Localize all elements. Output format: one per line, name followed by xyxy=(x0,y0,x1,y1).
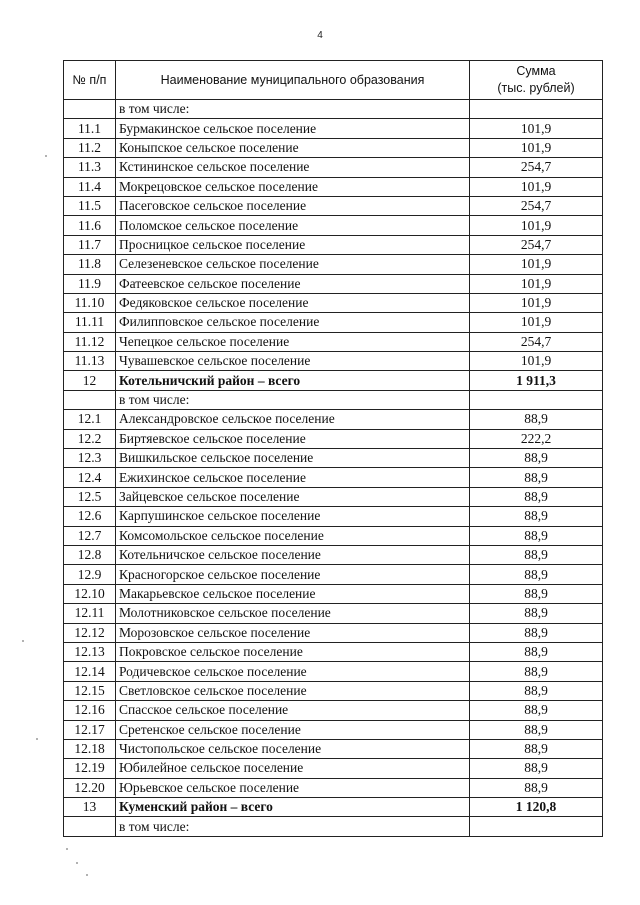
row-name: Ежихинское сельское поселение xyxy=(116,468,470,487)
row-sum: 88,9 xyxy=(470,623,603,642)
table-row xyxy=(64,584,603,603)
row-sum: 101,9 xyxy=(470,177,603,196)
row-sum: 88,9 xyxy=(470,720,603,739)
row-number: 12.19 xyxy=(64,759,116,778)
row-name: Карпушинское сельское поселение xyxy=(116,507,470,526)
table-row xyxy=(64,545,603,564)
row-number: 12.18 xyxy=(64,739,116,758)
row-name: Поломское сельское поселение xyxy=(116,216,470,235)
table-row xyxy=(64,720,603,739)
row-name: Чепецкое сельское поселение xyxy=(116,332,470,351)
row-number: 12.7 xyxy=(64,526,116,545)
allocation-table xyxy=(63,60,603,837)
table-row xyxy=(64,468,603,487)
table-row xyxy=(64,487,603,506)
row-sum: 254,7 xyxy=(470,235,603,254)
row-sum: 88,9 xyxy=(470,507,603,526)
table-header-row xyxy=(64,61,603,100)
table-row xyxy=(64,681,603,700)
scan-speck xyxy=(66,848,68,850)
row-number: 12.20 xyxy=(64,778,116,797)
table-total-row xyxy=(64,798,603,817)
row-number: 12.10 xyxy=(64,584,116,603)
row-sum: 88,9 xyxy=(470,468,603,487)
row-name: Просницкое сельское поселение xyxy=(116,235,470,254)
scan-speck xyxy=(22,640,24,642)
row-sum: 1 120,8 xyxy=(470,798,603,817)
row-name: Вишкильское сельское поселение xyxy=(116,449,470,468)
table-row xyxy=(64,604,603,623)
table-row xyxy=(64,449,603,468)
table-row xyxy=(64,100,603,119)
table-row xyxy=(64,119,603,138)
row-number: 12.13 xyxy=(64,642,116,661)
scan-speck xyxy=(76,862,78,864)
row-number: 12.2 xyxy=(64,429,116,448)
row-name: Сретенское сельское поселение xyxy=(116,720,470,739)
row-number: 11.5 xyxy=(64,196,116,215)
table-row xyxy=(64,293,603,312)
row-number: 12.9 xyxy=(64,565,116,584)
table-row xyxy=(64,332,603,351)
row-number: 12.16 xyxy=(64,701,116,720)
row-name: Покровское сельское поселение xyxy=(116,642,470,661)
row-name: Юбилейное сельское поселение xyxy=(116,759,470,778)
row-sum: 88,9 xyxy=(470,487,603,506)
table-row xyxy=(64,352,603,371)
row-number: 11.11 xyxy=(64,313,116,332)
row-sum: 88,9 xyxy=(470,584,603,603)
row-number: 12 xyxy=(64,371,116,390)
row-name: Куменский район – всего xyxy=(116,798,470,817)
row-sum: 101,9 xyxy=(470,293,603,312)
row-number: 11.13 xyxy=(64,352,116,371)
row-sum: 88,9 xyxy=(470,681,603,700)
row-number xyxy=(64,817,116,836)
header-sum xyxy=(470,61,603,100)
table-row xyxy=(64,235,603,254)
table-row xyxy=(64,313,603,332)
row-name: Светловское сельское поселение xyxy=(116,681,470,700)
row-number: 12.15 xyxy=(64,681,116,700)
row-name: в том числе: xyxy=(116,390,470,409)
row-name: Кстининское сельское поселение xyxy=(116,158,470,177)
table-row xyxy=(64,623,603,642)
row-name: Биртяевское сельское поселение xyxy=(116,429,470,448)
row-number: 11.9 xyxy=(64,274,116,293)
row-number: 11.2 xyxy=(64,138,116,157)
row-sum: 101,9 xyxy=(470,313,603,332)
row-name: Котельничское сельское поселение xyxy=(116,545,470,564)
table-row xyxy=(64,138,603,157)
row-sum: 88,9 xyxy=(470,701,603,720)
row-number: 11.3 xyxy=(64,158,116,177)
row-number: 12.12 xyxy=(64,623,116,642)
row-number: 12.5 xyxy=(64,487,116,506)
row-name: Морозовское сельское поселение xyxy=(116,623,470,642)
row-number: 11.7 xyxy=(64,235,116,254)
row-sum: 101,9 xyxy=(470,255,603,274)
row-name: Александровское сельское поселение xyxy=(116,410,470,429)
row-sum: 88,9 xyxy=(470,526,603,545)
row-name: Котельничский район – всего xyxy=(116,371,470,390)
row-number: 12.14 xyxy=(64,662,116,681)
row-sum: 101,9 xyxy=(470,119,603,138)
row-name: Коныпское сельское поселение xyxy=(116,138,470,157)
row-sum xyxy=(470,390,603,409)
row-sum: 254,7 xyxy=(470,158,603,177)
row-name: Селезеневское сельское поселение xyxy=(116,255,470,274)
row-sum: 88,9 xyxy=(470,739,603,758)
table-row xyxy=(64,701,603,720)
table-row xyxy=(64,565,603,584)
row-number: 12.4 xyxy=(64,468,116,487)
row-name: Спасское сельское поселение xyxy=(116,701,470,720)
row-number: 12.1 xyxy=(64,410,116,429)
scan-speck xyxy=(45,155,47,157)
row-number: 13 xyxy=(64,798,116,817)
row-sum: 88,9 xyxy=(470,642,603,661)
row-sum: 101,9 xyxy=(470,274,603,293)
table-row xyxy=(64,158,603,177)
table-row xyxy=(64,507,603,526)
row-sum: 101,9 xyxy=(470,138,603,157)
row-sum: 88,9 xyxy=(470,778,603,797)
row-number: 11.8 xyxy=(64,255,116,274)
table-row xyxy=(64,196,603,215)
table-row xyxy=(64,778,603,797)
header-name: Наименование муниципального образования xyxy=(116,61,470,100)
table-row xyxy=(64,410,603,429)
row-name: Пасеговское сельское поселение xyxy=(116,196,470,215)
row-number: 12.11 xyxy=(64,604,116,623)
row-number: 11.12 xyxy=(64,332,116,351)
row-name: Чистопольское сельское поселение xyxy=(116,739,470,758)
row-name: Филипповское сельское поселение xyxy=(116,313,470,332)
row-sum xyxy=(470,817,603,836)
row-number: 12.6 xyxy=(64,507,116,526)
page-number: 4 xyxy=(317,30,323,41)
row-name: Фатеевское сельское поселение xyxy=(116,274,470,293)
header-sum-title: Сумма xyxy=(516,64,556,78)
row-number: 11.1 xyxy=(64,119,116,138)
row-name: Чувашевское сельское поселение xyxy=(116,352,470,371)
table-row xyxy=(64,274,603,293)
row-number xyxy=(64,390,116,409)
row-sum: 254,7 xyxy=(470,332,603,351)
row-number: 11.6 xyxy=(64,216,116,235)
row-sum xyxy=(470,100,603,119)
header-sum-unit: (тыс. рублей) xyxy=(497,81,575,95)
row-sum: 88,9 xyxy=(470,604,603,623)
row-number: 11.4 xyxy=(64,177,116,196)
table-row xyxy=(64,390,603,409)
scan-speck xyxy=(86,874,88,876)
row-name: в том числе: xyxy=(116,100,470,119)
table-total-row xyxy=(64,371,603,390)
row-sum: 101,9 xyxy=(470,352,603,371)
row-sum: 1 911,3 xyxy=(470,371,603,390)
row-name: в том числе: xyxy=(116,817,470,836)
row-name: Молотниковское сельское поселение xyxy=(116,604,470,623)
row-name: Юрьевское сельское поселение xyxy=(116,778,470,797)
table-row xyxy=(64,739,603,758)
row-sum: 88,9 xyxy=(470,759,603,778)
row-sum: 88,9 xyxy=(470,410,603,429)
table-row xyxy=(64,526,603,545)
row-sum: 88,9 xyxy=(470,662,603,681)
row-name: Зайцевское сельское поселение xyxy=(116,487,470,506)
row-number xyxy=(64,100,116,119)
row-sum: 88,9 xyxy=(470,565,603,584)
row-name: Мокрецовское сельское поселение xyxy=(116,177,470,196)
row-name: Макарьевское сельское поселение xyxy=(116,584,470,603)
row-sum: 101,9 xyxy=(470,216,603,235)
table-row xyxy=(64,759,603,778)
table-row xyxy=(64,662,603,681)
table-row xyxy=(64,817,603,836)
scan-speck xyxy=(36,738,38,740)
row-name: Комсомольское сельское поселение xyxy=(116,526,470,545)
table-row xyxy=(64,255,603,274)
row-sum: 222,2 xyxy=(470,429,603,448)
row-number: 12.8 xyxy=(64,545,116,564)
header-number: № п/п xyxy=(64,61,116,100)
row-number: 12.17 xyxy=(64,720,116,739)
row-name: Родичевское сельское поселение xyxy=(116,662,470,681)
row-name: Красногорское сельское поселение xyxy=(116,565,470,584)
row-name: Федяковское сельское поселение xyxy=(116,293,470,312)
row-number: 12.3 xyxy=(64,449,116,468)
row-name: Бурмакинское сельское поселение xyxy=(116,119,470,138)
table-row xyxy=(64,642,603,661)
row-sum: 254,7 xyxy=(470,196,603,215)
row-sum: 88,9 xyxy=(470,449,603,468)
table-row xyxy=(64,429,603,448)
table-row xyxy=(64,216,603,235)
row-number: 11.10 xyxy=(64,293,116,312)
table-row xyxy=(64,177,603,196)
row-sum: 88,9 xyxy=(470,545,603,564)
